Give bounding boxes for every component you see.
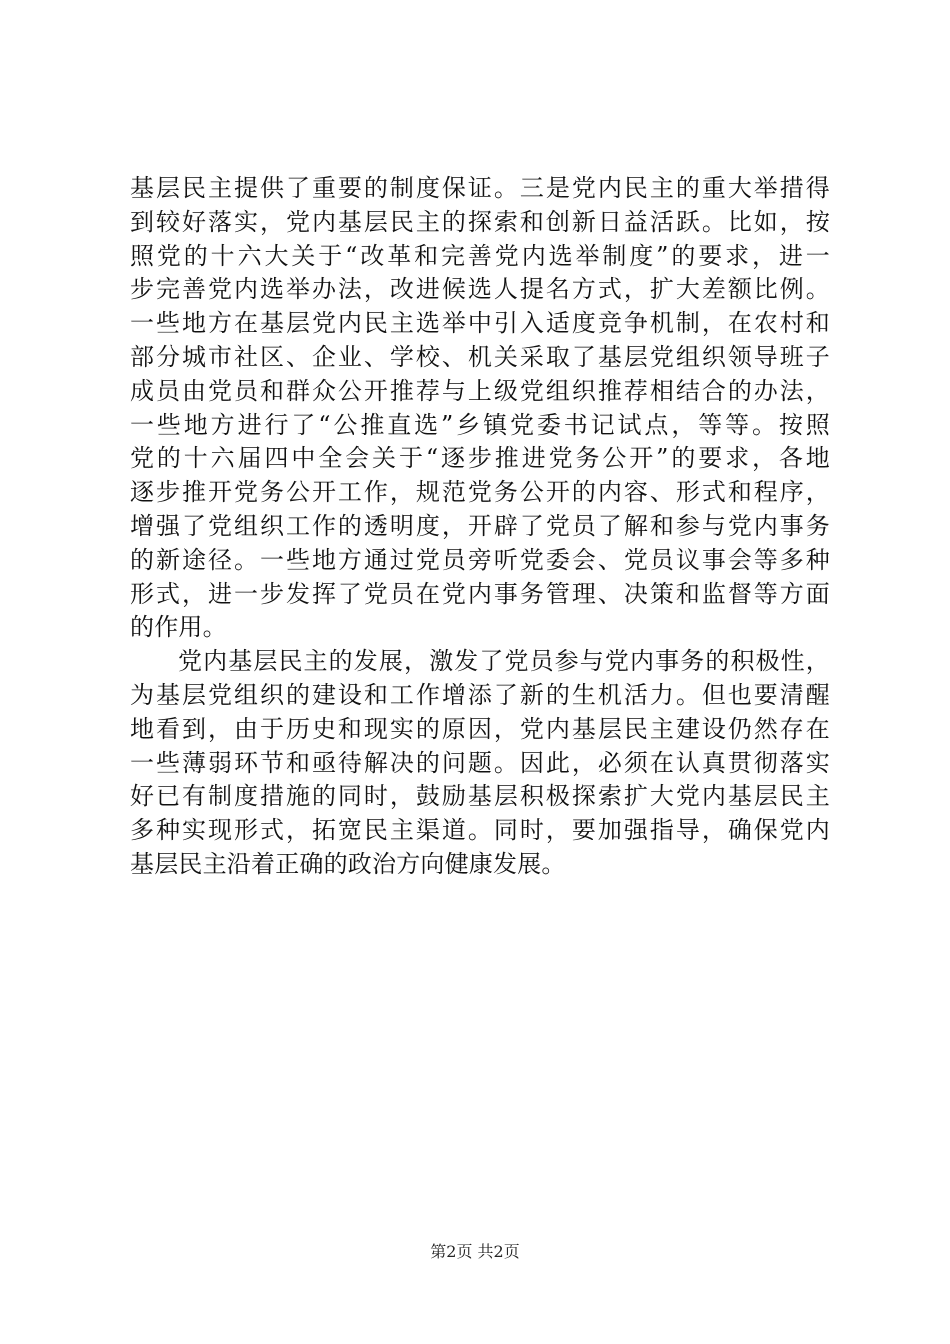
text-line: 一些地方在基层党内民主选举中引入适度竞争机制，在农村和 xyxy=(130,309,830,338)
text-line: 多种实现形式，拓宽民主渠道。同时，要加强指导，确保党内 xyxy=(130,816,830,845)
text-line: 党内基层民主的发展，激发了党员参与党内事务的积极性， xyxy=(178,647,830,676)
page-footer xyxy=(0,1242,950,1262)
text-line: 党的十六届四中全会关于“逐步推进党务公开”的要求，各地 xyxy=(130,444,830,473)
page-number-label: 第2页 共2页 xyxy=(430,1242,520,1261)
text-line: 逐步推开党务公开工作，规范党务公开的内容、形式和程序， xyxy=(130,478,830,507)
text-line: 部分城市社区、企业、学校、机关采取了基层党组织领导班子 xyxy=(130,342,830,371)
paragraph-1 xyxy=(130,172,830,645)
text-line: 好已有制度措施的同时，鼓励基层积极探索扩大党内基层民主 xyxy=(130,782,830,811)
text-line: 基层民主提供了重要的制度保证。三是党内民主的重大举措得 xyxy=(130,174,830,202)
text-line: 成员由党员和群众公开推荐与上级党组织推荐相结合的办法， xyxy=(130,376,830,405)
paragraph-2 xyxy=(130,645,830,882)
text-line: 形式，进一步发挥了党员在党内事务管理、决策和监督等方面 xyxy=(130,579,830,608)
text-line: 的新途径。一些地方通过党员旁听党委会、党员议事会等多种 xyxy=(130,545,830,574)
text-line: 基层民主沿着正确的政治方向健康发展。 xyxy=(130,849,566,878)
text-line: 增强了党组织工作的透明度，开辟了党员了解和参与党内事务 xyxy=(130,511,830,540)
text-line: 一些地方进行了“公推直选”乡镇党委书记试点，等等。按照 xyxy=(130,410,830,439)
text-line: 地看到，由于历史和现实的原因，党内基层民主建设仍然存在 xyxy=(130,714,830,743)
text-line: 一些薄弱环节和亟待解决的问题。因此，必须在认真贯彻落实 xyxy=(130,748,830,777)
text-line: 照党的十六大关于“改革和完善党内选举制度”的要求，进一 xyxy=(130,241,830,270)
text-line: 的作用。 xyxy=(130,613,227,642)
text-line: 为基层党组织的建设和工作增添了新的生机活力。但也要清醒 xyxy=(130,680,830,709)
text-line: 步完善党内选举办法，改进候选人提名方式，扩大差额比例。 xyxy=(130,275,830,304)
text-line: 到较好落实，党内基层民主的探索和创新日益活跃。比如，按 xyxy=(130,207,830,236)
document-body xyxy=(130,172,830,882)
